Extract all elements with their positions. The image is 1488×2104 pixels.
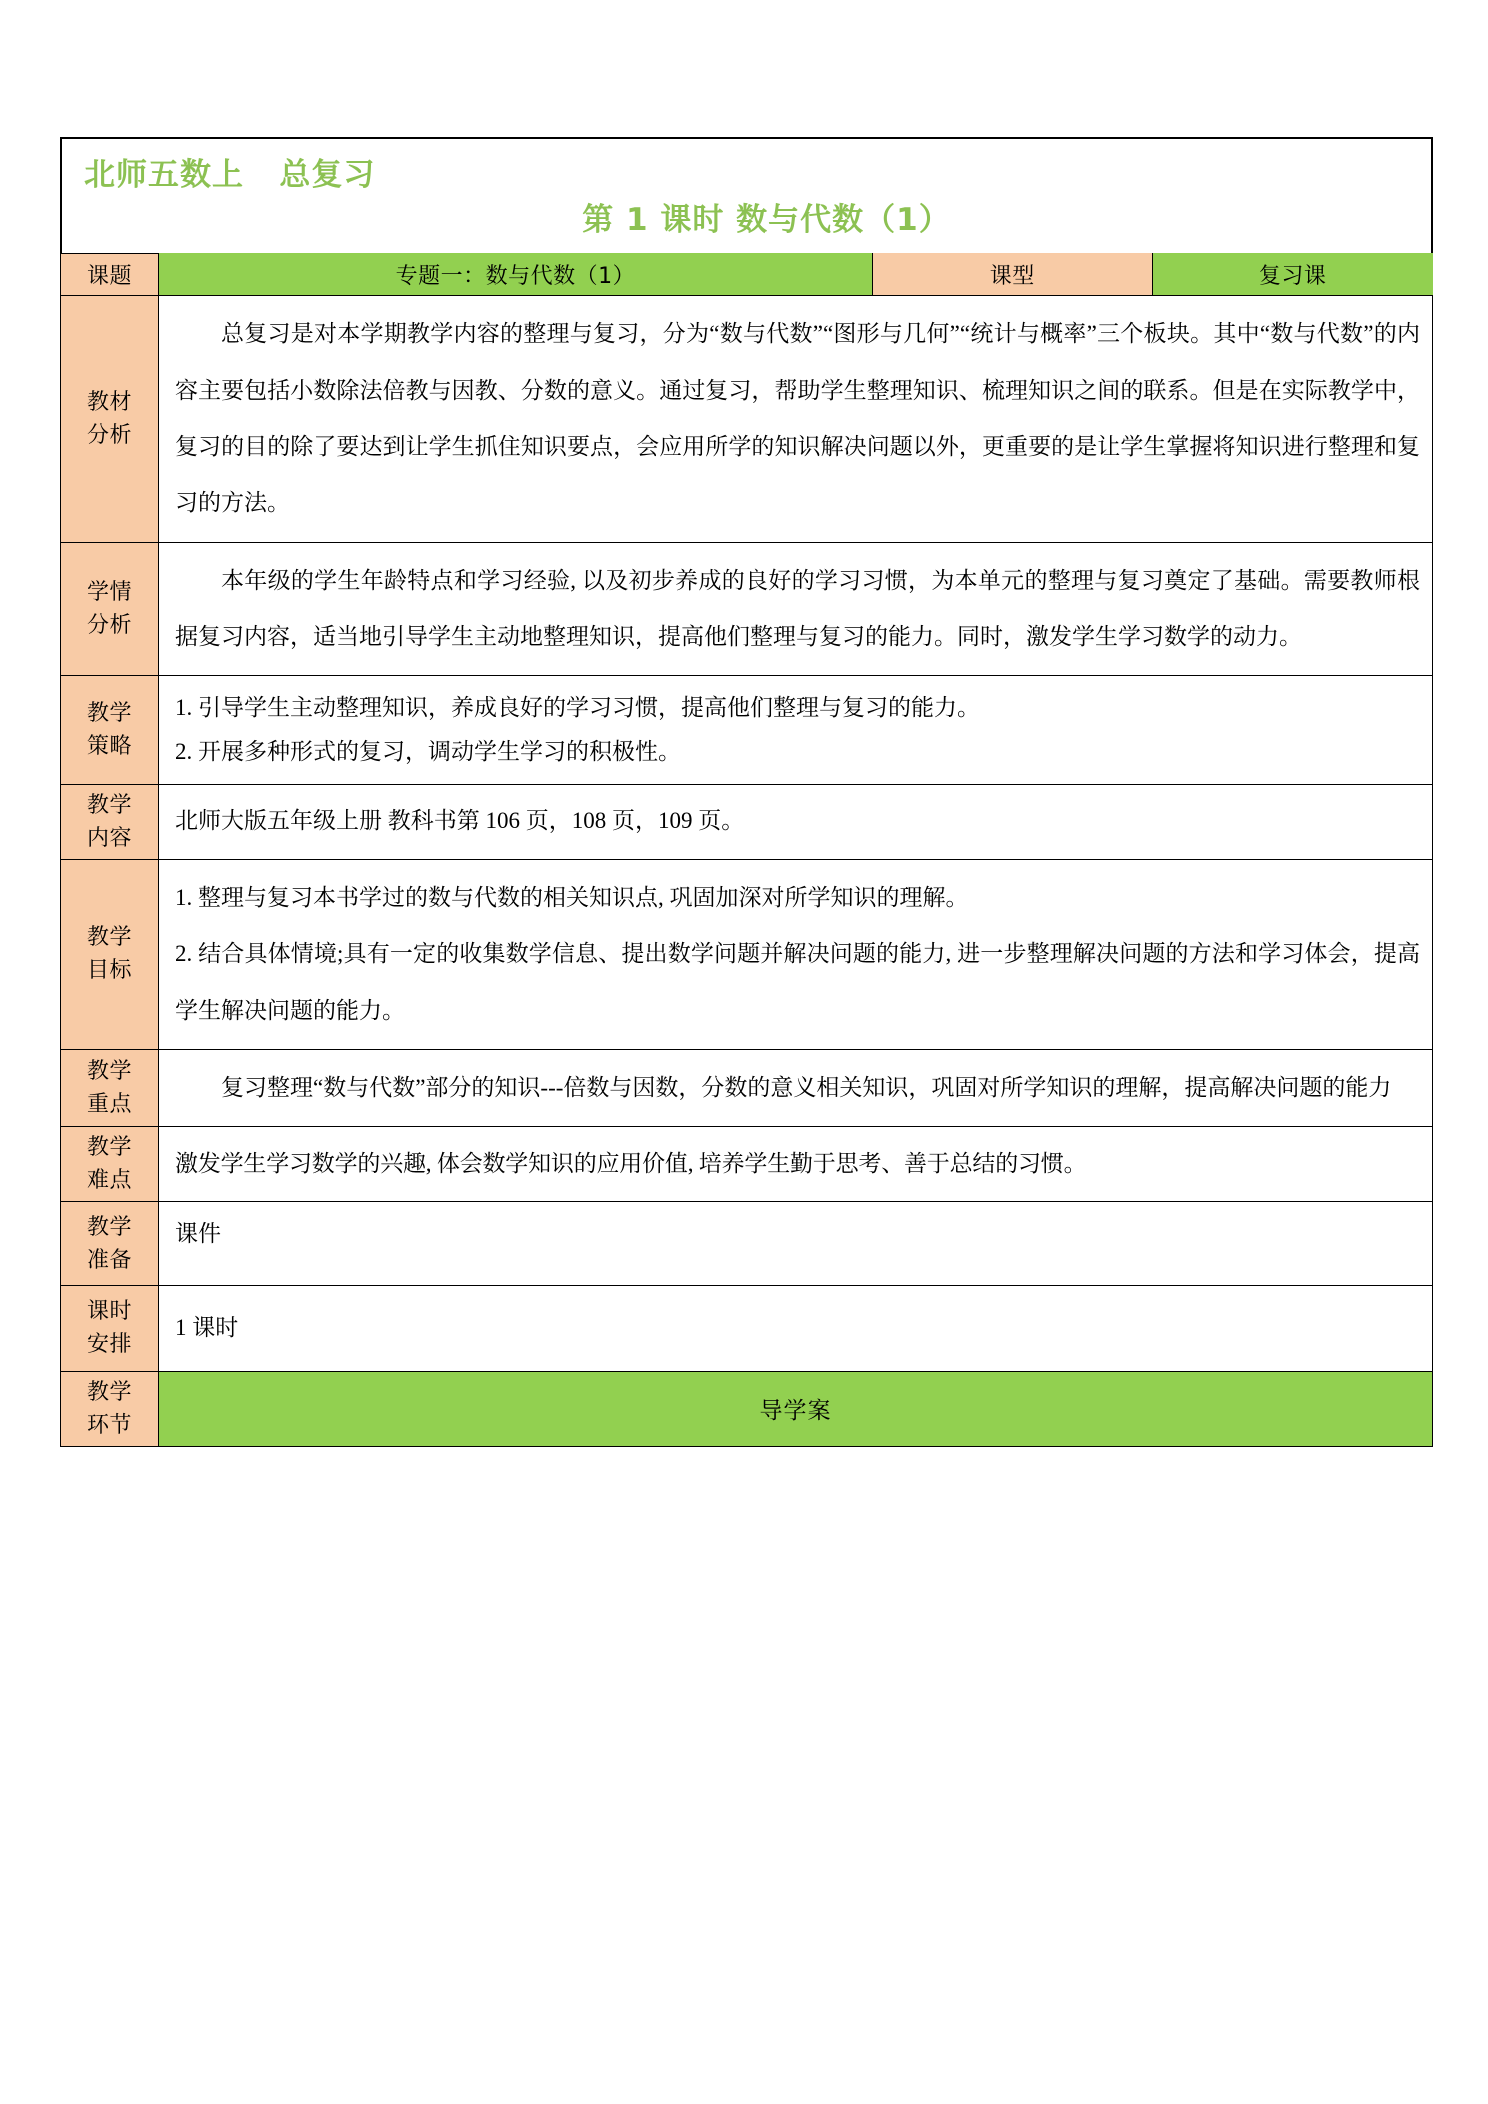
table-row [61, 1202, 1433, 1286]
lesson-plan-document [60, 137, 1433, 1447]
table-header-row [61, 253, 1433, 296]
row-label-jiaoxue-mubiao: 教学 目标 [61, 859, 159, 1049]
row-label-jiaoxue-celue: 教学 策略 [61, 676, 159, 784]
row-label-jiaoxue-zhongdian: 教学 重点 [61, 1049, 159, 1126]
row-content-keshi-anpai: 1 课时 [159, 1285, 1433, 1371]
row-content-jiaocai-fenxi: 总复习是对本学期教学内容的整理与复习，分为“数与代数”“图形与几何”“统计与概率”三个板块。其中“数与代数”的内容主要包括小数除法倍教与因教、分数的意义。通过复习，帮助学生整理知识、梳理知识之间的联系。但是在实际教学中，复习的目的除了要达到让学生抓住知识要点，会应用所学的知识解决问题以外，更重要的是让学生掌握将知识进行整理和复习的方法。 [159, 296, 1433, 542]
document-title-block [60, 137, 1433, 253]
row-label-jiaoxue-huanjie: 教学 环节 [61, 1371, 159, 1446]
row-content-jiaoxue-mubiao: 1. 整理与复习本书学过的数与代数的相关知识点, 巩固加深对所学知识的理解。 2. 结合具体情境;具有一定的收集数学信息、提出数学问题并解决问题的能力, 进一步整理解决问题的方法和学习体会，提高学生解决问题的能力。 [159, 859, 1433, 1049]
row-label-jiaoxue-neirong: 教学 内容 [61, 784, 159, 859]
table-row [61, 1285, 1433, 1371]
header-topic-value: 专题一：数与代数（1） [159, 253, 872, 295]
header-type-value: 复习课 [1152, 253, 1432, 295]
table-row [61, 784, 1433, 859]
row-content-jiaoxue-nandian: 激发学生学习数学的兴趣, 体会数学知识的应用价值, 培养学生勤于思考、善于总结的习惯。 [159, 1127, 1433, 1202]
row-content-jiaoxue-celue: 1. 引导学生主动整理知识，养成良好的学习习惯，提高他们整理与复习的能力。 2. 开展多种形式的复习，调动学生学习的积极性。 [159, 676, 1433, 784]
row-label-keshi-anpai: 课时 安排 [61, 1285, 159, 1371]
table-row [61, 296, 1433, 542]
row-label-jiaoxue-nandian: 教学 难点 [61, 1127, 159, 1202]
table-row [61, 1371, 1433, 1446]
table-row [61, 542, 1433, 676]
page-title: 北师五数上 总复习 [84, 157, 376, 193]
row-content-daoxuean: 导学案 [159, 1371, 1433, 1446]
row-content-jiaoxue-zhongdian: 复习整理“数与代数”部分的知识---倍数与因数，分数的意义相关知识，巩固对所学知识的理解，提高解决问题的能力 [159, 1049, 1433, 1126]
row-label-xueqing-fenxi: 学情 分析 [61, 542, 159, 676]
lesson-plan-table [60, 253, 1433, 1447]
table-row [61, 1127, 1433, 1202]
header-label-type: 课型 [872, 253, 1152, 295]
row-content-jiaoxue-zhunbei: 课件 [159, 1202, 1433, 1286]
table-row [61, 1049, 1433, 1126]
page-subtitle: 第 1 课时 数与代数（1） [582, 201, 951, 238]
table-row [61, 859, 1433, 1049]
row-label-jiaoxue-zhunbei: 教学 准备 [61, 1202, 159, 1286]
row-content-xueqing-fenxi: 本年级的学生年龄特点和学习经验, 以及初步养成的良好的学习习惯，为本单元的整理与复习奠定了基础。需要教师根据复习内容，适当地引导学生主动地整理知识，提高他们整理与复习的能力。同时，激发学生学习数学的动力。 [159, 542, 1433, 676]
row-content-jiaoxue-neirong: 北师大版五年级上册 教科书第 106 页，108 页，109 页。 [159, 784, 1433, 859]
header-label-topic: 课题 [61, 253, 159, 296]
table-row [61, 676, 1433, 784]
row-label-jiaocai-fenxi: 教材 分析 [61, 296, 159, 542]
